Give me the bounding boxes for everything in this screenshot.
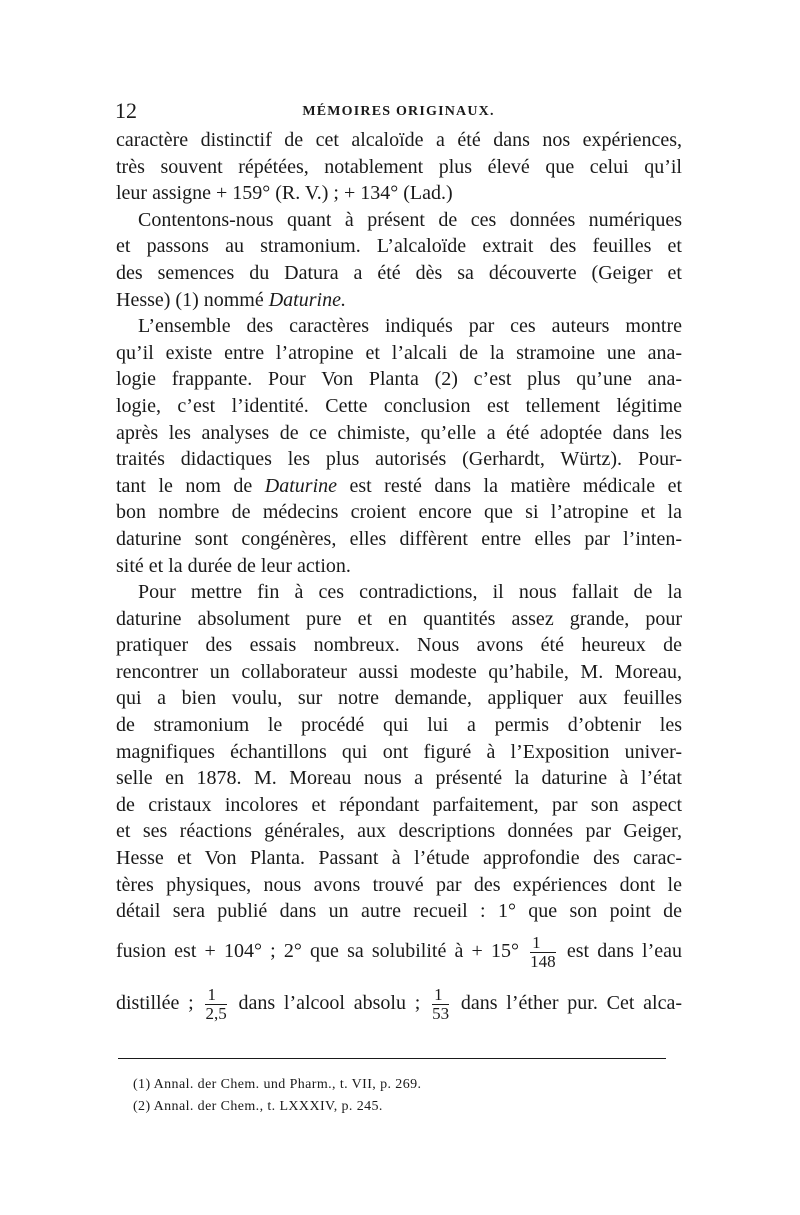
text-line: magnifiques échantillons qui ont figuré à l’Exposition univer- — [116, 740, 682, 763]
page-header — [115, 98, 682, 124]
text-line: selle en 1878. M. Moreau nous a présenté la daturine à l’état — [116, 767, 682, 790]
text-line: logie, c’est l’identité. Cette conclusion est tellement légitime — [116, 394, 682, 417]
body-text — [116, 127, 682, 1029]
text-line — [116, 977, 682, 1029]
fraction — [205, 986, 226, 1023]
text-line: pratiquer des essais nombreux. Nous avons été heureux de — [116, 634, 682, 657]
text-line: détail sera publié dans un autre recueil : 1° que son point de — [116, 900, 682, 923]
text-line: après les analyses de ce chimiste, qu’elle a été adoptée dans les — [116, 421, 682, 444]
footnote: (2) Annal. der Chem., t. LXXXIV, p. 245. — [133, 1099, 383, 1114]
text-span: distillée ; — [116, 991, 194, 1014]
footnotes — [133, 1074, 673, 1118]
text-line: Pour mettre fin à ces contradictions, il nous fallait de la — [138, 581, 682, 604]
running-title: MÉMOIRES ORIGINAUX. — [302, 104, 495, 119]
text-span: tant le nom de — [116, 474, 265, 497]
text-span: fusion est + 104° ; 2° que sa solubilité à + 15° — [116, 939, 519, 962]
fraction-denominator: 2,5 — [205, 1003, 227, 1023]
text-span: est resté dans la matière médicale et — [337, 474, 682, 497]
text-line: de stramonium le procédé qui lui a permis d’obtenir les — [116, 714, 682, 737]
text-line: traités didactiques les plus autorisés (Gerhardt, Würtz). Pour- — [116, 448, 682, 471]
text-line: Contentons-nous quant à présent de ces données numériques — [138, 208, 682, 231]
italic-term: Daturine. — [268, 288, 346, 311]
fraction-numerator: 1 — [432, 986, 449, 1005]
text-line — [116, 925, 682, 977]
fraction — [530, 934, 556, 971]
text-line: caractère distinctif de cet alcaloïde a été dans nos expériences, — [116, 129, 682, 151]
text-line: rencontrer un collaborateur aussi modeste qu’habile, M. Moreau, — [116, 660, 682, 683]
text-line — [116, 287, 682, 314]
footnote-divider — [118, 1058, 666, 1059]
footnote: (1) Annal. der Chem. und Pharm., t. VII, p. 269. — [133, 1077, 422, 1092]
text-span: est dans l’eau — [566, 939, 683, 962]
text-line: bon nombre de médecins croient encore que si l’atropine et la — [116, 501, 682, 524]
italic-term: Daturine — [264, 474, 337, 497]
text-line: des semences du Datura a été dès sa découverte (Geiger et — [116, 261, 682, 284]
text-line: daturine absolument pure et en quantités assez grande, pour — [116, 607, 682, 630]
text-line: de cristaux incolores et répondant parfaitement, par son aspect — [116, 793, 682, 816]
text-line: leur assigne + 159° (R. V.) ; + 134° (Lad.) — [116, 182, 453, 205]
text-line: très souvent répétées, notablement plus élevé que celui qu’il — [116, 155, 682, 178]
text-span: Hesse) (1) nommé — [116, 288, 269, 311]
text-line: qu’il existe entre l’atropine et l’alcali de la stramoine une ana- — [116, 341, 682, 364]
text-line: qui a bien voulu, sur notre demande, appliquer aux feuilles — [116, 687, 682, 710]
text-line — [116, 473, 682, 500]
text-line: et ses réactions générales, aux descriptions données par Geiger, — [116, 820, 682, 843]
text-line: sité et la durée de leur action. — [116, 554, 351, 577]
fraction — [432, 986, 449, 1023]
fraction-denominator: 148 — [530, 951, 556, 971]
text-span: dans l’alcool absolu ; — [238, 991, 421, 1014]
text-line: logie frappante. Pour Von Planta (2) c’est plus qu’une ana- — [116, 368, 682, 391]
page-number: 12 — [115, 98, 137, 123]
fraction-numerator: 1 — [530, 934, 556, 953]
fraction-numerator: 1 — [205, 986, 226, 1005]
text-line: Hesse et Von Planta. Passant à l’étude approfondie des carac- — [116, 847, 682, 870]
fraction-denominator: 53 — [432, 1003, 450, 1023]
text-line: et passons au stramonium. L’alcaloïde extrait des feuilles et — [116, 235, 682, 258]
text-span: dans l’éther pur. Cet alca- — [460, 991, 682, 1014]
text-line: daturine sont congénères, elles diffèrent entre elles par l’inten- — [116, 527, 682, 550]
text-line: L’ensemble des caractères indiqués par ces auteurs montre — [138, 315, 682, 338]
text-line: tères physiques, nous avons trouvé par des expériences dont le — [116, 873, 682, 896]
